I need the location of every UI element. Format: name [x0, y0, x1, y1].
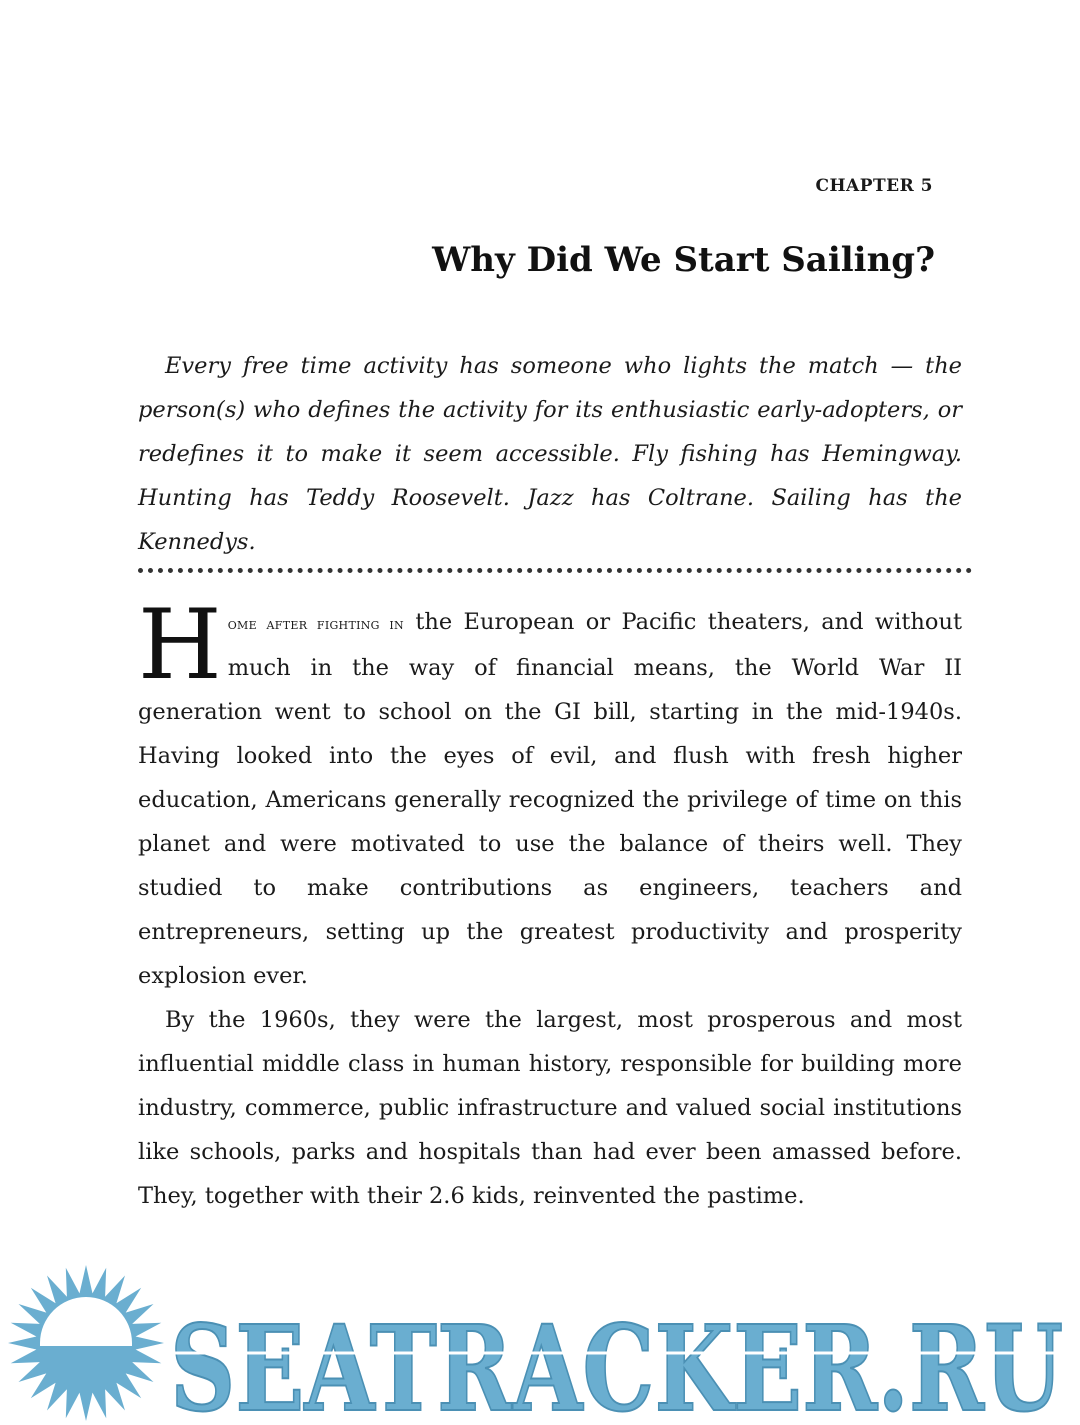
epigraph: Every free time activity has someone who lights the match — the person(s) who defines the activity for its enthusiastic early-adopters, or redefines it to make it seem accessible. Fly fishing has Hemingway. Hunting has Teddy Roosevelt. Jazz has Coltrane. Sailing has the Kennedys. — [138, 353, 962, 555]
body-paragraph — [138, 589, 962, 998]
watermark-text: SEATRACKER.RU — [170, 1299, 1063, 1425]
sun-icon — [8, 1265, 164, 1421]
body-paragraph: By the 1960s, they were the largest, most prosperous and most influential middle class in human history, responsible for building more industry, commerce, public infrastructure and valued social institutions like schools, parks and hospitals than had ever been amassed before. They, together with their 2.6 kids, reinvented the pastime. — [138, 1007, 962, 1209]
lead-in-small-caps: ome after fighting in — [227, 614, 404, 633]
chapter-body — [138, 589, 962, 1218]
chapter-title: Why Did We Start Sailing? — [432, 240, 935, 280]
chapter-label: CHAPTER 5 — [815, 176, 933, 196]
drop-cap: H — [138, 589, 222, 701]
dotted-divider — [138, 568, 972, 573]
paragraph-text: the European or Pacific theaters, and without much in the way of financial means, the World War II generation went to school on the GI bill, starting in the mid-1940s. Having looked into the eyes of evil, and flush with fresh higher education, Americans generally recognized the privilege of time on this planet and were motivated to use the balance of theirs well. They studied to make contributions as engineers, teachers and entrepreneurs, setting up the greatest productivity and prosperity explosion ever. — [138, 609, 962, 989]
watermark — [0, 1262, 1080, 1425]
